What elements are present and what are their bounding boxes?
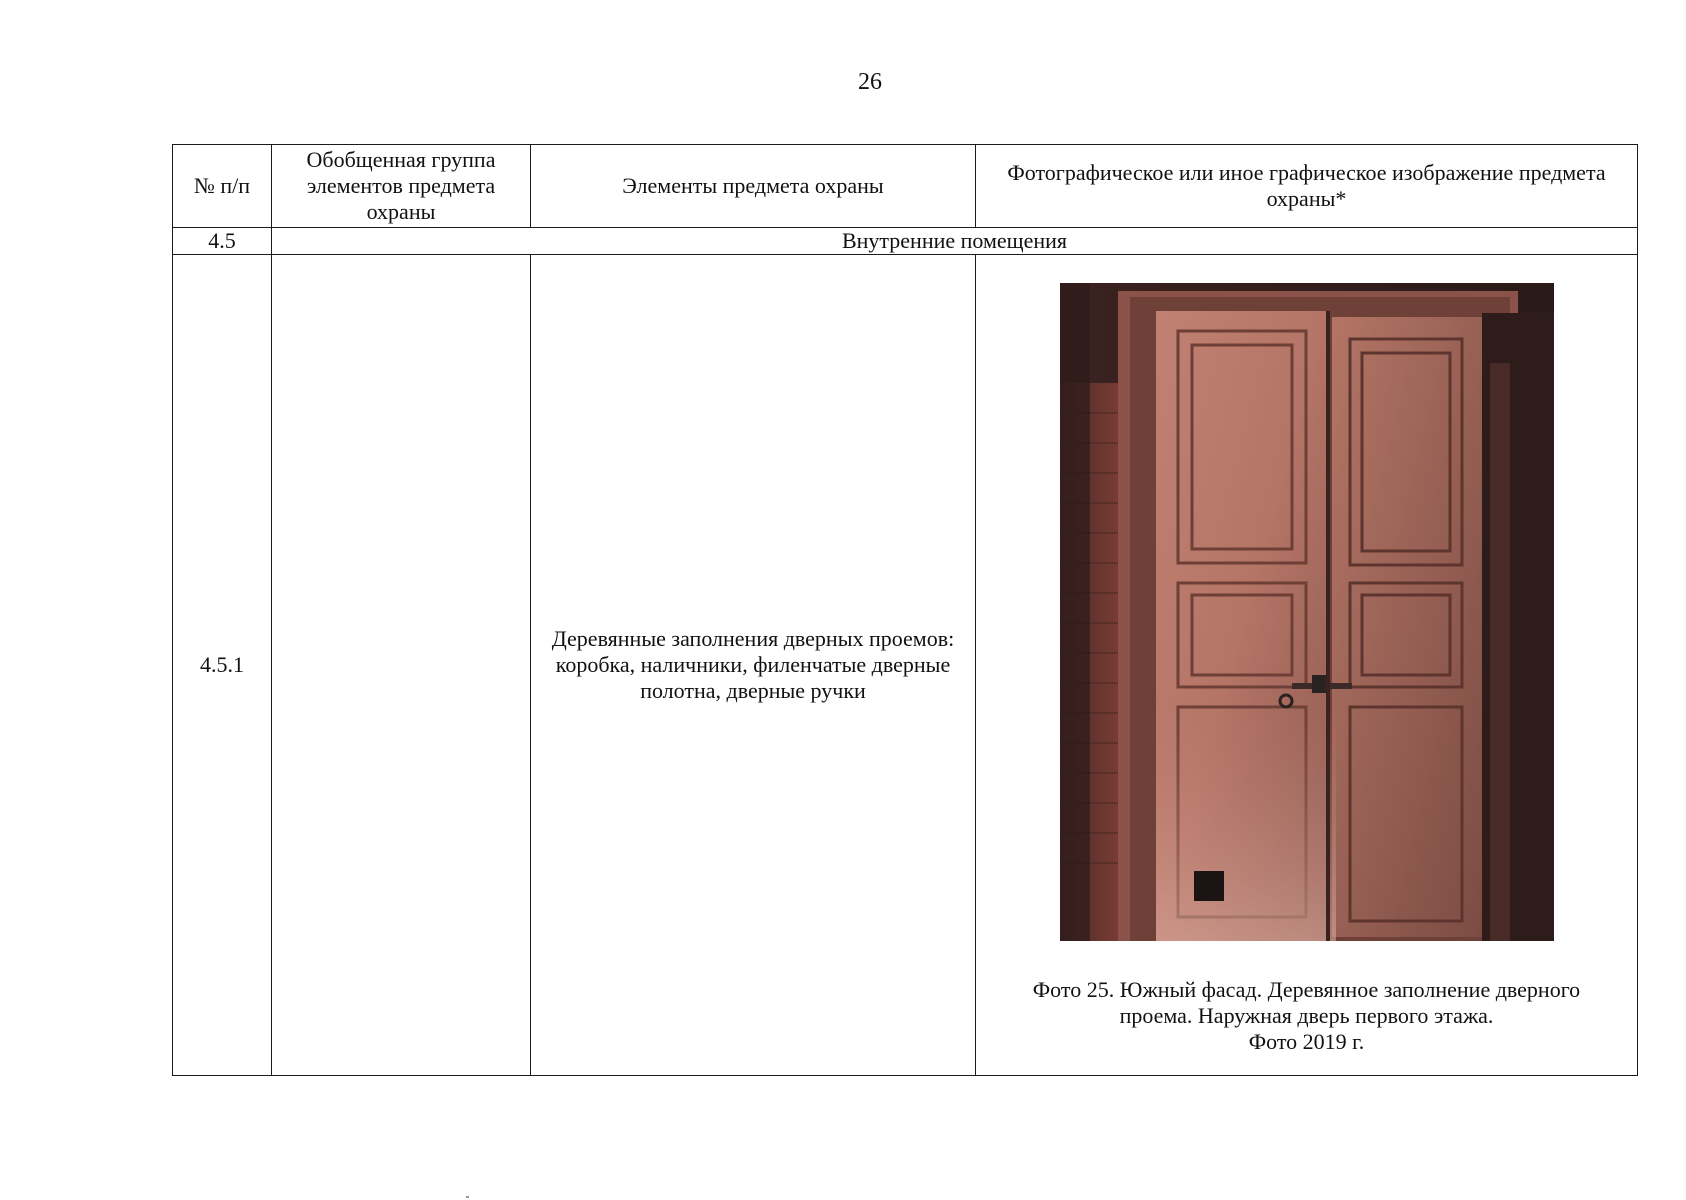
photo-caption-line: проема. Наружная дверь первого этажа. — [1119, 1003, 1494, 1028]
door-photo — [1060, 283, 1554, 941]
section-number: 4.5 — [173, 228, 272, 255]
row-group — [272, 255, 531, 1076]
photo-caption — [986, 977, 1627, 1055]
row-elements: Деревянные заполнения дверных проемов: коробка, наличники, филенчатые дверные полотна, дверные ручки — [531, 255, 976, 1076]
page-number: 26 — [858, 69, 882, 95]
header-photo: Фотографическое или иное графическое изображение предмета охраны* — [976, 145, 1638, 228]
section-row — [173, 228, 1638, 255]
section-title: Внутренние помещения — [272, 228, 1638, 255]
protection-table — [172, 144, 1638, 1076]
header-number: № п/п — [173, 145, 272, 228]
header-elements: Элементы предмета охраны — [531, 145, 976, 228]
table-row — [173, 255, 1638, 1076]
header-group: Обобщенная группа элементов предмета охраны — [272, 145, 531, 228]
row-number: 4.5.1 — [173, 255, 272, 1076]
photo-caption-line: Фото 2019 г. — [1248, 1029, 1365, 1054]
row-photo-cell — [976, 255, 1638, 1076]
table-header-row — [173, 145, 1638, 228]
photo-caption-line: Фото 25. Южный фасад. Деревянное заполнение дверного — [1032, 977, 1581, 1002]
door-photo-image — [1060, 283, 1554, 941]
scan-speck — [466, 1196, 469, 1198]
